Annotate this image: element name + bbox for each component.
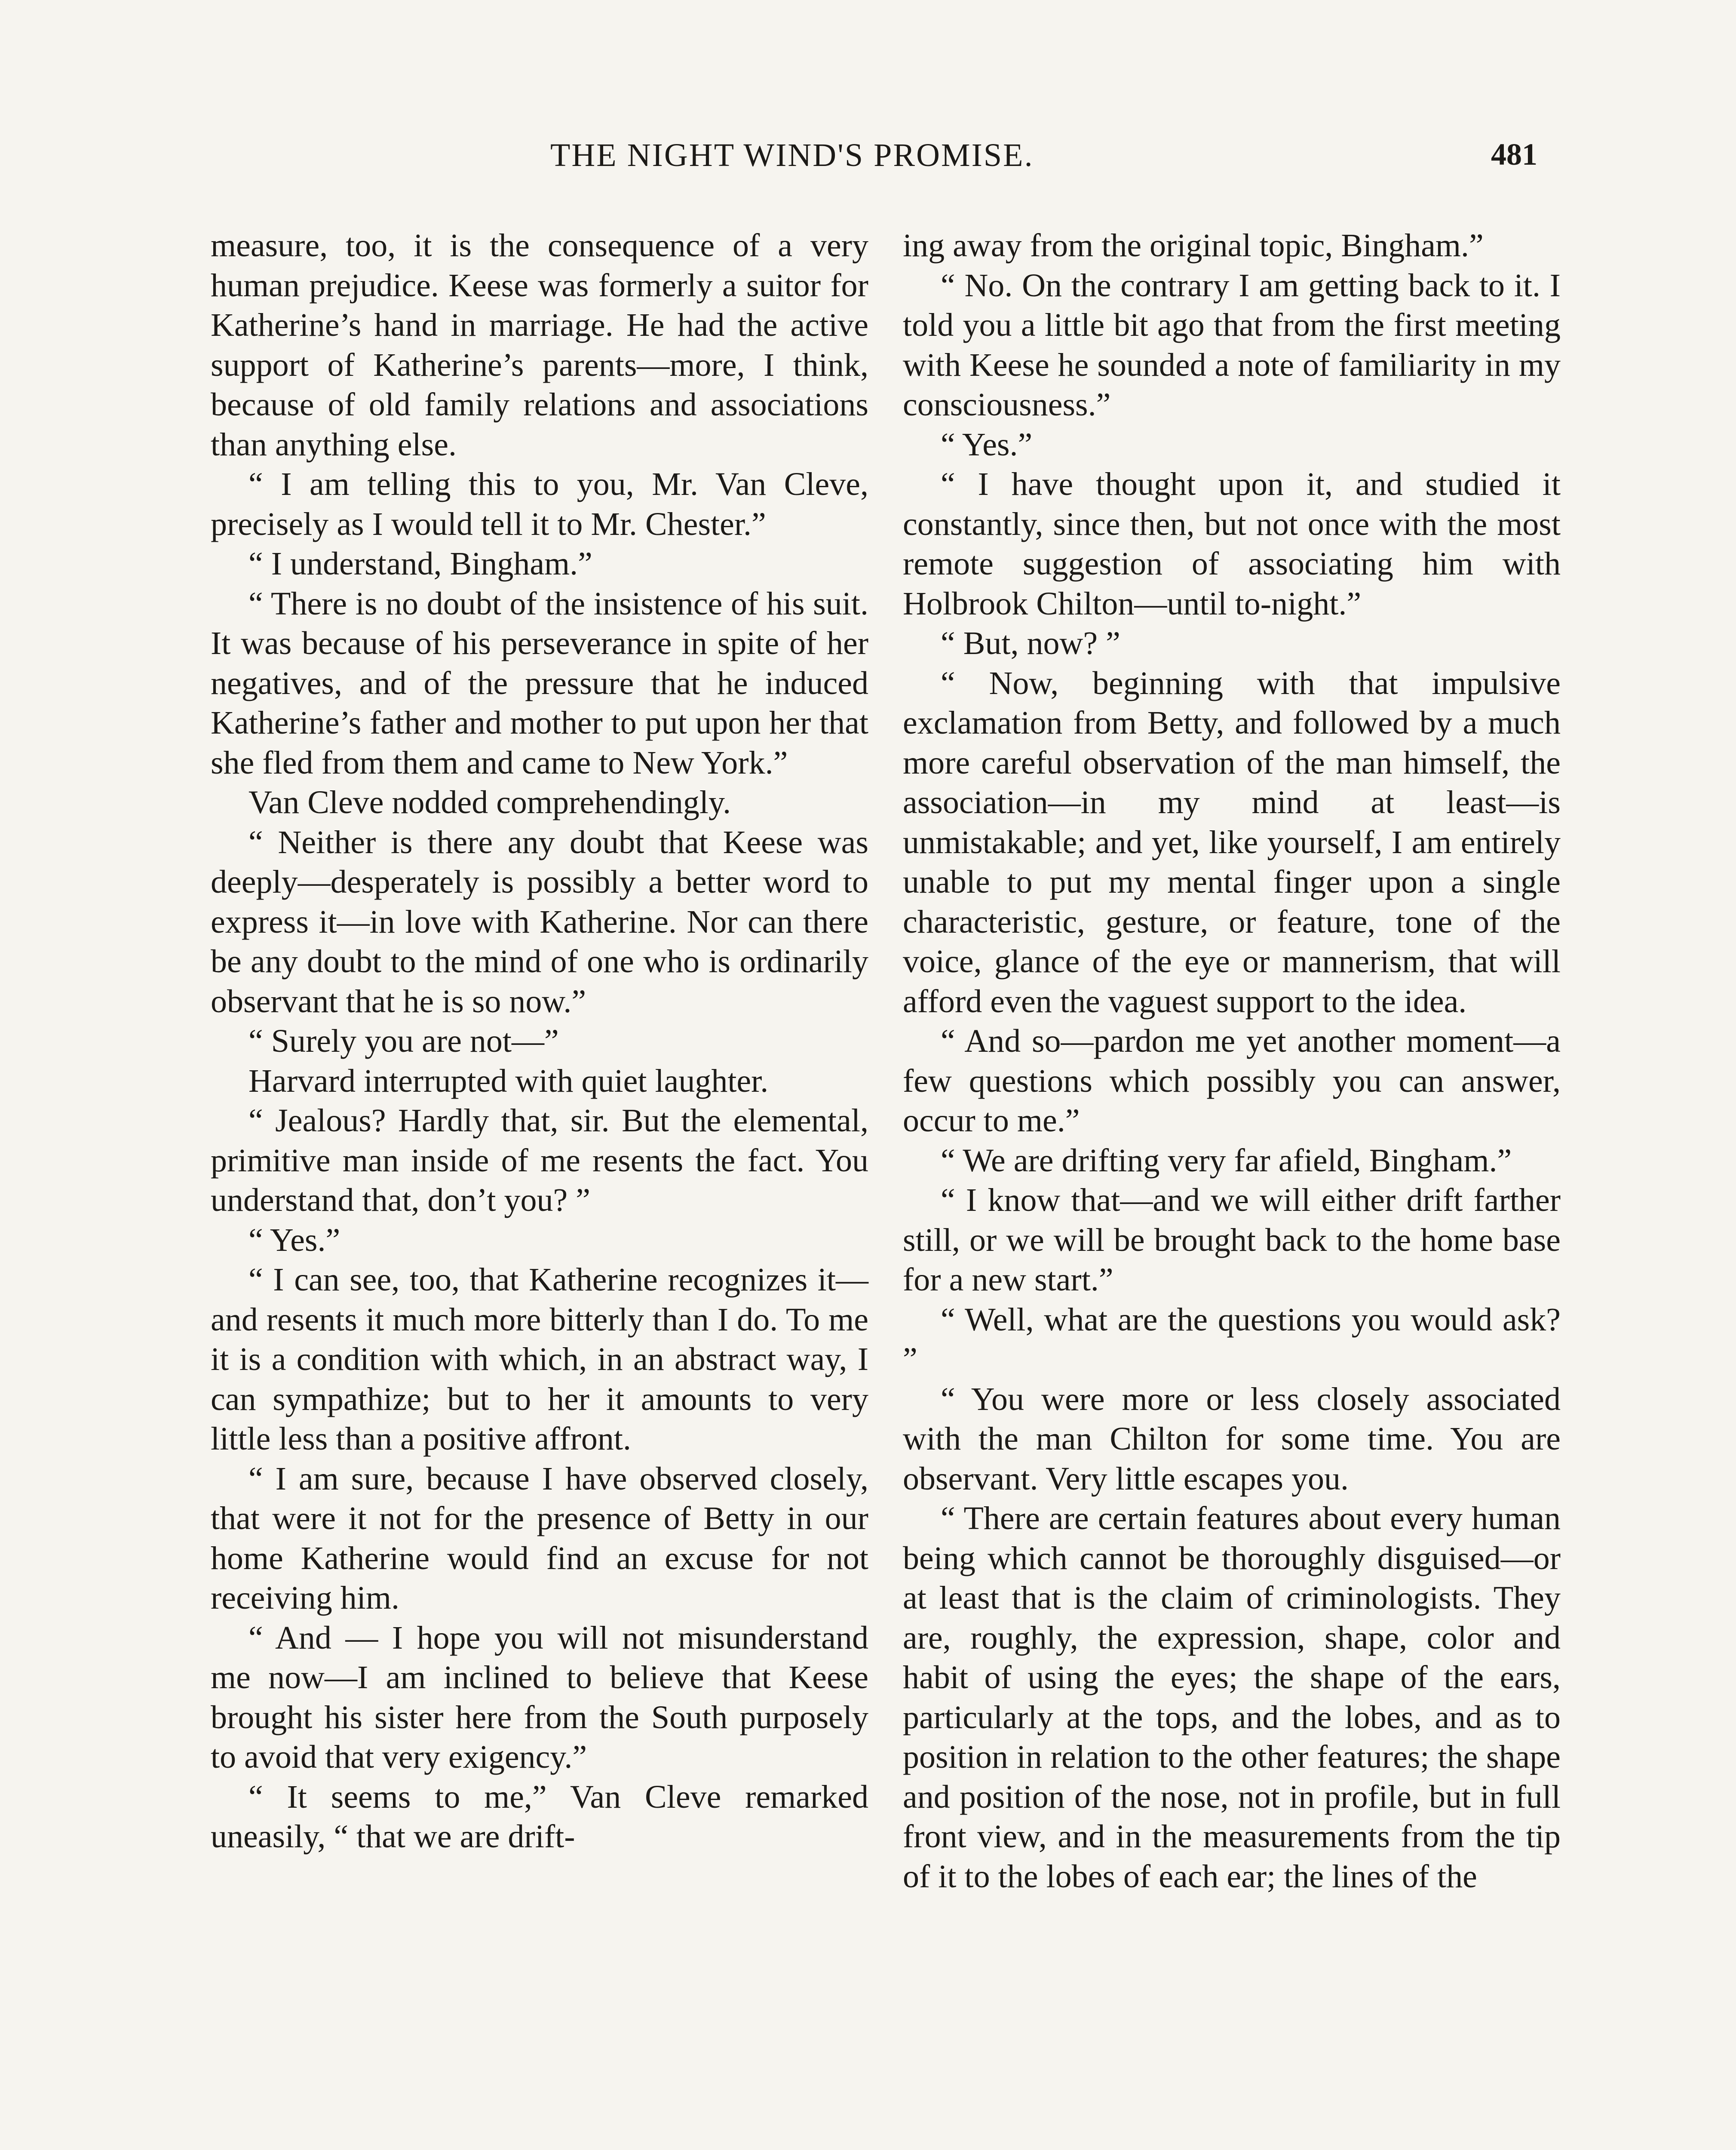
paragraph: “ There are certain features about every human being which cannot be thoroughly disguised—or at least that is the claim of criminologists. They are, roughly, the expression, shape, color and habit of using the eyes; the shape of the ears, particularly at the tops, and the lobes, and as to position in relation to the other features; the shape and position of the nose, not in profile, but in full front view, and in the measurements from the tip of it to the lobes of each ear; the lines of the bbox=[903, 1500, 1561, 1895]
paragraph: measure, too, it is the consequence of a very human prejudice. Keese was formerly a suitor for Katherine’s hand in marriage. He had the active support of Katherine’s parents—more, I think, because of old family relations and associations than anything else. bbox=[211, 227, 868, 463]
paragraph: Harvard interrupted with quiet laughter. bbox=[248, 1063, 769, 1099]
paragraph: “ Now, beginning with that impulsive exclamation from Betty, and followed by a much more careful observation of the man himself, the association—in my mind at least—is unmistakable; and yet, like yourself, I am entirely unable to put my mental finger upon a single characteristic, gesture, or feature, tone of the voice, glance of the eye or mannerism, that will afford even the vaguest support to the idea. bbox=[903, 665, 1561, 1020]
paragraph: “ There is no doubt of the insistence of his suit. It was because of his perseverance in spite of her negatives, and of the pressure that he induced Katherine’s father and mother to put upon her that she fled from them and came to New York.” bbox=[211, 585, 868, 781]
text-column-left bbox=[211, 226, 868, 1857]
paragraph: “ Well, what are the questions you would ask? ” bbox=[903, 1301, 1561, 1377]
paragraph: “ I can see, too, that Katherine recognizes it—and resents it much more bitterly than I do. To me it is a condition with which, in an abstract way, I can sympathize; but to her it amounts to very little less than a positive affront. bbox=[211, 1262, 868, 1457]
paragraph: “ But, now? ” bbox=[941, 625, 1120, 661]
paragraph: “ Surely you are not—” bbox=[248, 1023, 559, 1059]
paragraph: “ I have thought upon it, and studied it constantly, since then, but not once with the most remote suggestion of associating him with Holbrook Chilton—until to-night.” bbox=[903, 466, 1561, 622]
text-column-right bbox=[903, 226, 1561, 1896]
paragraph: “ You were more or less closely associated with the man Chilton for some time. You are observant. Very little escapes you. bbox=[903, 1381, 1561, 1497]
paragraph: “ And so—pardon me yet another moment—a few questions which possibly you can answer, occur to me.” bbox=[903, 1023, 1561, 1139]
paragraph: “ Yes.” bbox=[941, 426, 1033, 463]
paragraph: “ I am telling this to you, Mr. Van Cleve, precisely as I would tell it to Mr. Chester.” bbox=[211, 466, 868, 542]
paragraph: “ It seems to me,” Van Cleve remarked uneasily, “ that we are drift- bbox=[211, 1778, 868, 1855]
paragraph: “ Jealous? Hardly that, sir. But the elemental, primitive man inside of me resents the fact. You understand that, don’t you? ” bbox=[211, 1103, 868, 1218]
paragraph: “ We are drifting very far afield, Bingham.” bbox=[941, 1142, 1512, 1179]
paragraph: “ I understand, Bingham.” bbox=[248, 546, 592, 582]
paragraph: Van Cleve nodded comprehendingly. bbox=[248, 784, 731, 820]
page-number: 481 bbox=[1491, 137, 1537, 172]
running-header bbox=[0, 137, 1736, 184]
running-title: THE NIGHT WIND'S PROMISE. bbox=[550, 137, 1034, 173]
paragraph: “ I am sure, because I have observed closely, that were it not for the presence of Betty in our home Katherine would find an excuse for not receiving him. bbox=[211, 1460, 868, 1616]
paragraph: “ No. On the contrary I am getting back to it. I told you a little bit ago that from the first meeting with Keese he sounded a note of familiarity in my consciousness.” bbox=[903, 267, 1561, 423]
paragraph: “ Neither is there any doubt that Keese was deeply—desperately is possibly a better word to express it—in love with Katherine. Nor can there be any doubt to the mind of one who is ordinarily observant that he is so now.” bbox=[211, 824, 868, 1020]
paragraph: ing away from the original topic, Bingham.” bbox=[903, 227, 1484, 264]
paragraph: “ I know that—and we will either drift farther still, or we will be brought back to the home base for a new start.” bbox=[903, 1182, 1561, 1298]
paragraph: “ Yes.” bbox=[248, 1222, 340, 1258]
paragraph: “ And — I hope you will not misunderstand me now—I am inclined to believe that Keese brought his sister here from the South purposely to avoid that very exigency.” bbox=[211, 1619, 868, 1775]
